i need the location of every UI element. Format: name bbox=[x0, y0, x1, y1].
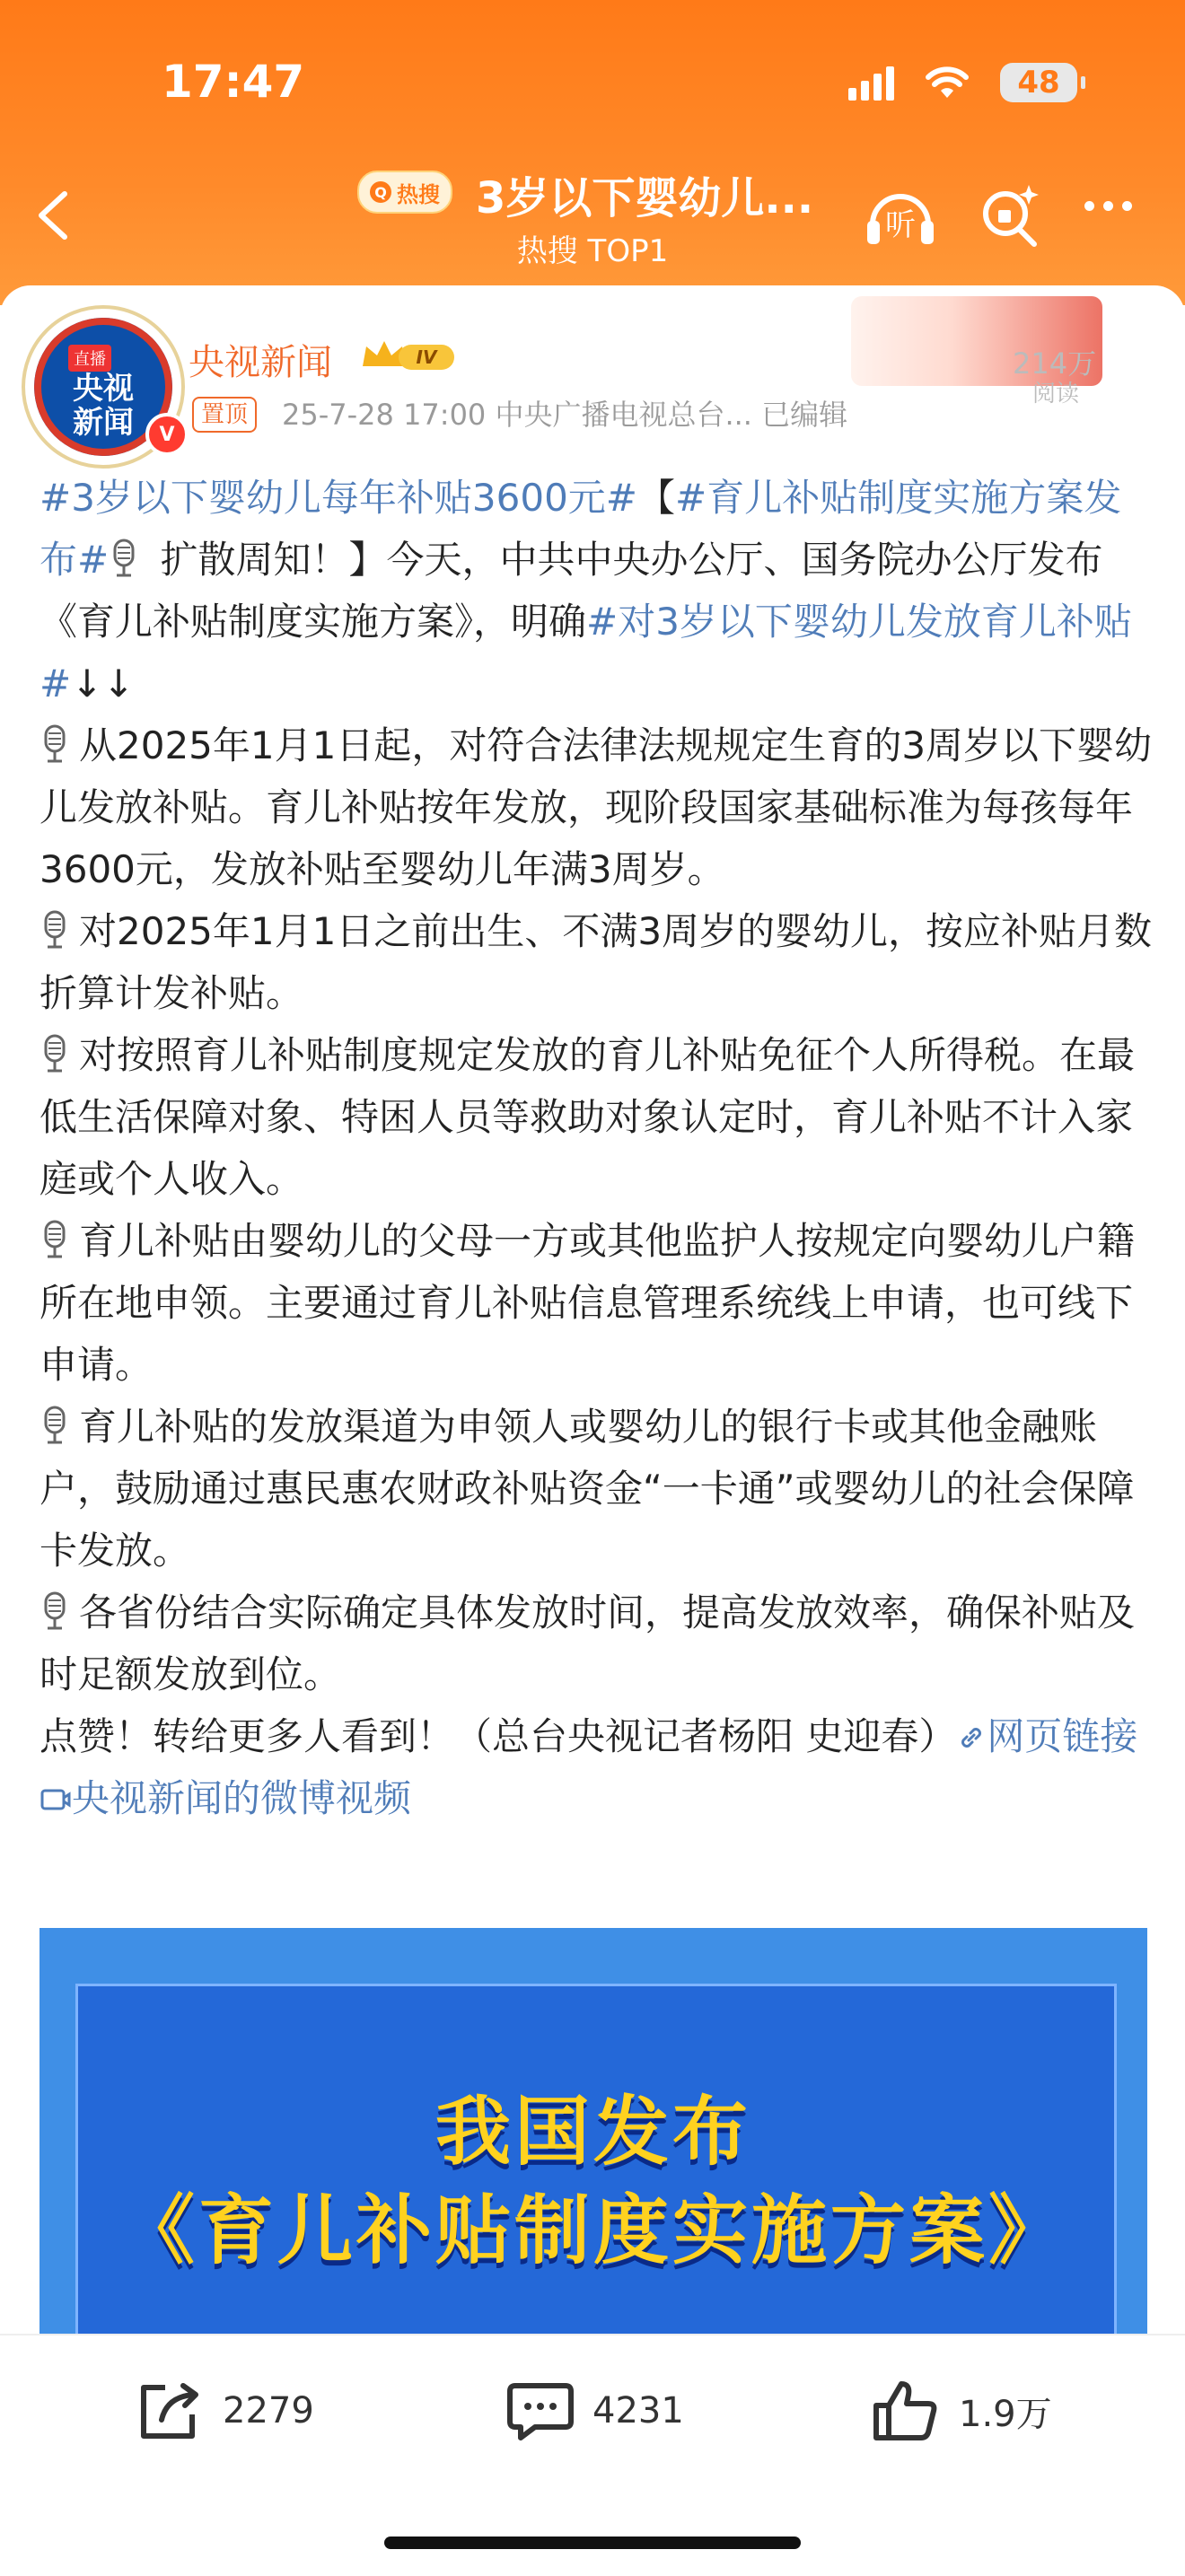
topic-tag-link[interactable]: #育儿补贴制度实施方案发布# bbox=[40, 476, 1122, 582]
microphone-icon bbox=[40, 910, 70, 950]
more-icon[interactable] bbox=[1084, 201, 1132, 211]
svg-text:听: 听 bbox=[885, 207, 916, 243]
repost-button[interactable] bbox=[135, 2379, 314, 2443]
comment-button[interactable] bbox=[505, 2379, 684, 2443]
post-body bbox=[40, 467, 1153, 1829]
avatar[interactable] bbox=[22, 305, 185, 469]
post-image[interactable] bbox=[40, 1928, 1147, 2350]
repost-count: 2279 bbox=[223, 2390, 314, 2431]
avatar-live-badge: 直播 bbox=[68, 345, 111, 372]
pinned-badge: 置顶 bbox=[192, 397, 257, 433]
microphone-icon bbox=[109, 539, 139, 578]
search-sparkle-icon[interactable] bbox=[975, 180, 1047, 251]
search-icon: Q bbox=[370, 181, 391, 203]
post-item: 育儿补贴由婴幼儿的父母一方或其他监护人按规定向婴幼儿户籍所在地申领。主要通过育儿补贴信息管理系统线上申请，也可线下申请。 bbox=[40, 1219, 1136, 1387]
post-headline: #3岁以下婴幼儿每年补贴3600元#【#育儿补贴制度实施方案发布# 扩散周知！】今天，中共中央办公厅、国务院办公厅发布《育儿补贴制度实施方案》，明确#对3岁以下婴幼儿发放育儿补贴#↓↓ bbox=[40, 476, 1132, 705]
image-subheadline: 《育儿补贴制度实施方案》 bbox=[118, 2186, 1067, 2274]
link-icon bbox=[956, 1722, 987, 1753]
post-meta: 25-7-28 17:00 中央广播电视总台... 已编辑 bbox=[282, 398, 848, 432]
cellular-signal-icon bbox=[848, 65, 894, 101]
video-link[interactable]: 央视新闻的微博视频 bbox=[40, 1776, 411, 1820]
topic-tag-link[interactable]: #3岁以下婴幼儿每年补贴3600元# bbox=[40, 476, 637, 520]
verified-v-icon: V bbox=[145, 413, 189, 456]
video-icon bbox=[40, 1784, 72, 1815]
author-name[interactable]: 央视新闻 bbox=[189, 342, 332, 383]
microphone-icon bbox=[40, 1034, 70, 1073]
post-item: 育儿补贴的发放渠道为申领人或婴幼儿的银行卡或其他金融账户，鼓励通过惠民惠农财政补贴资金“一卡通”或婴幼儿的社会保障卡发放。 bbox=[40, 1405, 1135, 1573]
like-count: 1.9万 bbox=[959, 2393, 1052, 2435]
thumbs-up-icon bbox=[871, 2379, 943, 2443]
hot-tag-label: 热搜 bbox=[397, 181, 440, 207]
crown-level-icon bbox=[359, 336, 458, 375]
web-link[interactable]: 网页链接 bbox=[956, 1714, 1137, 1758]
hot-search-tag bbox=[357, 171, 452, 214]
header-bar bbox=[0, 0, 1185, 305]
avatar-text: 央视新闻 bbox=[73, 371, 134, 441]
status-time: 17:47 bbox=[162, 56, 305, 108]
microphone-icon bbox=[40, 1220, 70, 1259]
image-headline: 我国发布 bbox=[434, 2088, 751, 2176]
post-item: 对按照育儿补贴制度规定发放的育儿补贴免征个人所得税。在最低生活保障对象、特困人员等救助对象认定时，育儿补贴不计入家庭或个人收入。 bbox=[40, 1033, 1136, 1201]
microphone-icon bbox=[40, 724, 70, 764]
like-button[interactable] bbox=[871, 2379, 1052, 2443]
views-label: 阅读 bbox=[1032, 381, 1080, 407]
topic-tag-link[interactable]: #对3岁以下婴幼儿发放育儿补贴# bbox=[40, 600, 1132, 705]
home-indicator bbox=[384, 2537, 801, 2549]
share-icon bbox=[135, 2379, 206, 2443]
comment-count: 4231 bbox=[592, 2390, 684, 2431]
views-count: 214万 bbox=[1013, 346, 1097, 381]
page-subtitle: 热搜 TOP1 bbox=[516, 233, 669, 269]
svg-text:IV: IV bbox=[416, 346, 437, 368]
microphone-icon bbox=[40, 1406, 70, 1445]
post-item: 各省份结合实际确定具体发放时间，提高发放效率，确保补贴及时足额发放到位。 bbox=[40, 1590, 1136, 1696]
page-title: 3岁以下婴幼儿... bbox=[476, 173, 814, 223]
post-closing: 点赞！转给更多人看到！（总台央视记者杨阳 史迎春） 网页链接 央视新闻的微博视频 bbox=[40, 1714, 1138, 1820]
status-icons bbox=[848, 63, 1077, 102]
battery-icon: 48 bbox=[1000, 63, 1077, 102]
post-item: 对2025年1月1日之前出生、不满3周岁的婴幼儿，按应补贴月数折算计发补贴。 bbox=[40, 909, 1153, 1015]
post-item: 从2025年1月1日起，对符合法律法规规定生育的3周岁以下婴幼儿发放补贴。育儿补贴按年发放，现阶段国家基础标准为每孩每年3600元，发放补贴至婴幼儿年满3周岁。 bbox=[40, 723, 1153, 891]
listen-headphones-icon[interactable] bbox=[860, 180, 941, 251]
wifi-icon bbox=[925, 66, 970, 100]
microphone-icon bbox=[40, 1591, 70, 1631]
comment-icon bbox=[505, 2379, 576, 2443]
